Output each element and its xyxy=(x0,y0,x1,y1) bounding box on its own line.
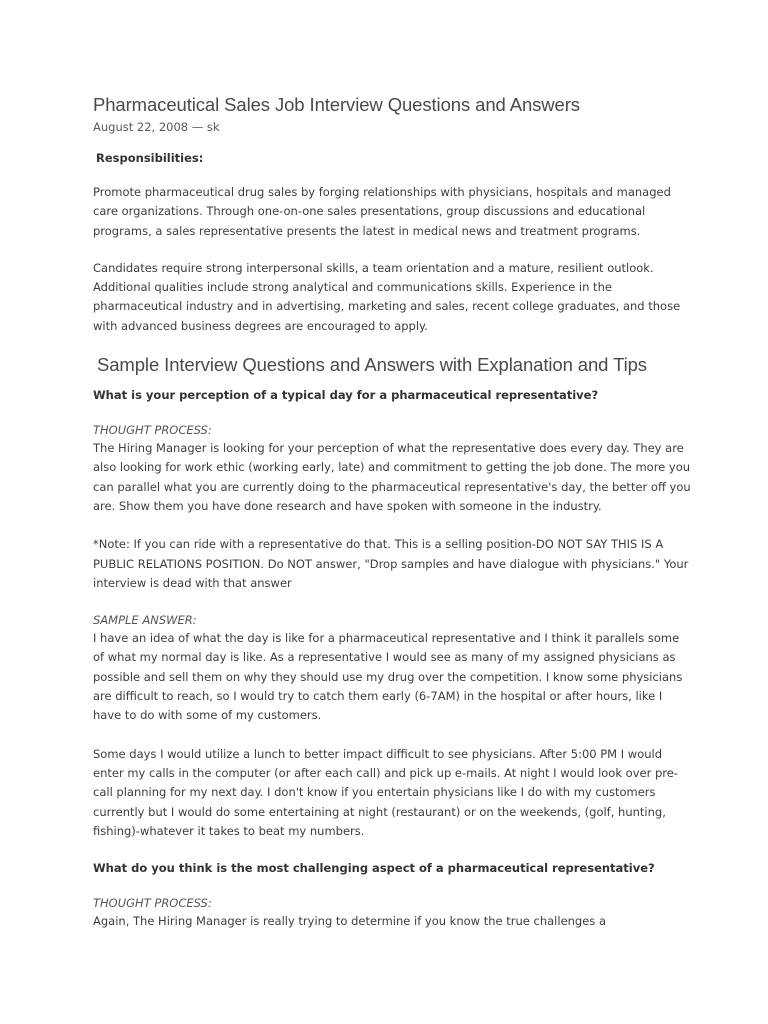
intro-paragraph: Candidates require strong interpersonal skills, a team orientation and a mature, resilient outlook. Additional qualities include strong analytical and communications skills. Experience in the pharmaceutical industry and in advertising, marketing and sales, recent college graduates, and those with advanced business degrees are encouraged to apply. xyxy=(93,260,681,333)
article xyxy=(93,93,693,931)
intro-paragraph: Promote pharmaceutical drug sales by forging relationships with physicians, hospitals and managed care organizations. Through one-on-one sales presentations, group discussions and educational programs, a sales representative presents the latest in medical news and treatment programs. xyxy=(93,185,671,238)
note-paragraph: *Note: If you can ride with a representative do that. This is a selling position-DO NOT SAY THIS IS A PUBLIC RELATIONS POSITION. Do NOT answer, "Drop samples and have dialogue with physicians." Your interview is dead with that answer xyxy=(93,537,689,590)
question-2: What do you think is the most challenging aspect of a pharmaceutical representative? xyxy=(93,861,655,876)
thought-process-label: THOUGHT PROCESS: xyxy=(93,423,212,438)
thought-process-text: The Hiring Manager is looking for your perception of what the representative does every day. They are also looking for work ethic (working early, late) and commitment to getting the job done. The more you can parallel what you are currently doing to the pharmaceutical representative's day, the better off you are. Show them you have done research and have spoken with someone in the industry. xyxy=(93,441,691,513)
sample-answer-label: SAMPLE ANSWER: xyxy=(93,613,197,628)
thought-process-text: Again, The Hiring Manager is really trying to determine if you know the true challenges a xyxy=(93,914,606,929)
section-subheading: Sample Interview Questions and Answers with Explanation and Tips xyxy=(97,354,647,376)
sample-answer-paragraph: I have an idea of what the day is like for a pharmaceutical representative and I think it parallels some of what my normal day is like. As a representative I would see as many of my assigned physicians as possible and sell them on why they should use my drug over the competition. I know some physicians are difficult to reach, so I would try to catch them early (6-7AM) in the hospital or after hours, like I have to do with some of my customers. xyxy=(93,631,683,723)
responsibilities-heading: Responsibilities: xyxy=(96,151,204,165)
sample-answer-paragraph: Some days I would utilize a lunch to better impact difficult to see physicians. After 5:00 PM I would enter my calls in the computer (or after each call) and pick up e-mails. At night I would look over pre-call planning for my next day. I don't know if you entertain physicians like I do with my customers currently but I would do some entertaining at night (restaurant) or on the weekends, (golf, hunting, fishing)-whatever it takes to beat my numbers. xyxy=(93,746,678,838)
article-meta: August 22, 2008 — sk xyxy=(93,120,220,134)
question-1: What is your perception of a typical day for a pharmaceutical representative? xyxy=(93,388,599,403)
thought-process-label: THOUGHT PROCESS: xyxy=(93,896,212,911)
article-title: Pharmaceutical Sales Job Interview Questions and Answers xyxy=(93,94,580,115)
